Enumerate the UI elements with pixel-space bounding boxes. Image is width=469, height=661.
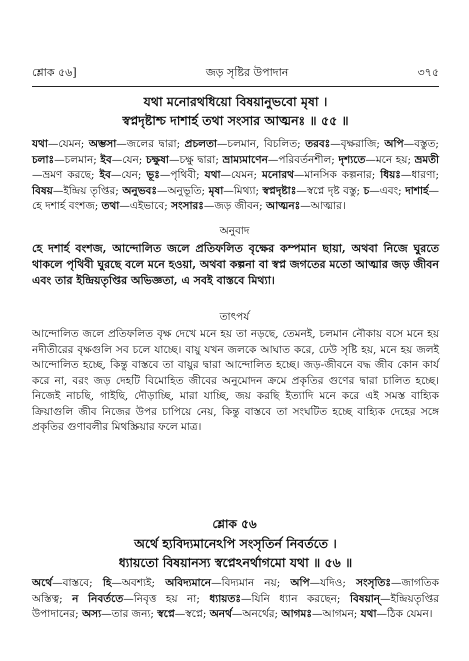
synonym-meaning: পরিবর্তনশীল; — [278, 153, 335, 166]
synonym-meaning: যেন; — [121, 169, 142, 181]
synonym-meaning: অনুভূতি; — [167, 184, 206, 197]
synonym-meaning: তার জন্য; — [111, 608, 154, 620]
synonym-meaning: পৃথিবী; — [170, 169, 200, 181]
synonym-meaning: মিথ্যা; — [233, 184, 260, 197]
purport-label: তাৎপর্য — [219, 311, 250, 323]
header-rule — [32, 86, 439, 87]
synonym-meaning: যেমন; — [231, 169, 257, 181]
verse-56 — [32, 534, 439, 572]
synonym-meaning: হে দশার্হ বংশজ; — [32, 200, 99, 212]
synonym-word: ধ্যায়তঃ — [209, 592, 241, 605]
synonym-meaning: নিবৃত্ত হয় না; — [133, 592, 200, 605]
synonym-word: যথা — [204, 169, 221, 181]
translation-label: অনুবাদ — [219, 225, 250, 237]
verse-55-line-1: যথা মনোরথধিয়ো বিষয়ানুভবো মৃষা । — [143, 94, 328, 109]
synonym-meaning: অবশ্যই; — [121, 577, 156, 589]
header-chapter-title: জড় সৃষ্টির উপাদান — [205, 65, 289, 79]
verse-56-line-1: অর্থে হ্যবিদ্যমানেঽপি সংসৃতির্ন নিবর্ততে । — [134, 536, 337, 551]
synonym-word: অম্ভসা — [88, 138, 117, 150]
synonym-meaning: স্বপ্নে দৃষ্ট বস্তু; — [306, 184, 361, 197]
synonym-word: যথা — [360, 608, 377, 620]
synonym-word: ইব — [100, 153, 112, 166]
synonym-word: অর্থে — [32, 577, 53, 589]
synonym-word: ন নিবর্ততে — [72, 592, 124, 605]
synonym-meaning: যেমন; — [58, 138, 85, 150]
synonym-word: ভ্রাম্যমাণেন — [222, 153, 268, 166]
shloka-56-heading: শ্লোক ৫৬ — [212, 517, 257, 531]
purport-paragraph: আন্দোলিত জলে প্রতিফলিত বৃক্ষ দেখে মনে হয় তা নড়ছে, তেমনই, চলমান নৌকায় বসে মনে হয় নদীতীরের বৃক্ষগুলি সব চলে যাচ্ছে। বায়ু যখন জলকে আঘাত করে, ঢেউ সৃষ্টি হয়, মনে হয় জলই আন্দোলিত হচ্ছে, কিন্তু বাস্তবে তা বায়ুর দ্বারা আন্দোলিত হচ্ছে। জড়-জীবনে বদ্ধ জীব কোন কার্য করে না, বরং জড় দেহটি বিমোহিত জীবের অনুমোদন ক্রমে প্রকৃতির গুণের দ্বারা চালিত হচ্ছে। নিজেই নাচছি, গাইছি, দৌড়াচ্ছি, মারা যাচ্ছি, জয় করছি ইত্যাদি মনে করে এই সমস্ত বাহ্যিক ক্রিয়াগুলি জীব নিজের উপর চাপিয়ে নেয়, কিন্তু বাস্তবে তা সংঘটিত হচ্ছে বাহ্যিক দেহের সঙ্গে প্রকৃতির গুণাবলীর মিথস্ক্রিয়ার ফলে মাত্র। — [32, 328, 439, 433]
purport-55 — [32, 327, 439, 436]
synonym-word: স্বপ্নদৃষ্টাঃ — [262, 184, 297, 197]
synonym-meaning: যেন; — [122, 153, 143, 166]
synonym-word: মনোরথ — [261, 169, 294, 181]
synonym-word: চক্ষুষা — [145, 153, 169, 166]
synonym-word: চ — [363, 184, 370, 197]
synonym-word: অস্য — [82, 608, 102, 620]
synonym-meaning: বস্তুত; — [414, 138, 439, 150]
synonym-meaning: জড় জীবন; — [214, 200, 263, 212]
synonym-word: প্রচলতা — [184, 138, 217, 150]
synonym-meaning: ইন্দ্রিয়তৃপ্তির উপাদানের; — [32, 592, 440, 620]
synonym-word: অনর্থ — [209, 608, 232, 620]
synonym-word: মৃষা — [208, 184, 224, 197]
synonym-meaning: মনে হয়; — [375, 153, 411, 166]
synonym-word: আত্মনঃ — [266, 200, 301, 212]
verse-55 — [32, 92, 439, 130]
synonym-word: অনুভবঃ — [122, 184, 157, 197]
synonym-meaning: ইন্দ্রিয় তৃপ্তির; — [63, 184, 119, 197]
synonym-meaning: এবং; — [379, 184, 402, 197]
synonym-meaning: বৃক্ষরাজি; — [340, 138, 380, 150]
synonym-word: অবিদ্যমানে — [165, 577, 212, 589]
synonym-meaning: ঠিক যেমন। — [387, 608, 433, 620]
synonym-word: হি — [102, 577, 112, 589]
synonym-word: বিষয় — [32, 184, 53, 197]
synonym-meaning: স্বপ্নে; — [185, 608, 207, 620]
synonym-word: আগমঃ — [281, 608, 312, 620]
synonym-meaning: চক্ষু দ্বারা; — [179, 153, 219, 166]
synonym-word: দাশার্হ — [405, 184, 429, 197]
synonym-word: ভূঃ — [146, 169, 160, 181]
synonym-meaning: মানসিক কল্পনার; — [304, 169, 376, 181]
synonym-word: অপি — [290, 577, 310, 589]
synonym-meaning: যিনি ধ্যান করছেন; — [251, 592, 341, 605]
synonym-word: সংসৃতিঃ — [356, 577, 391, 589]
synonym-meaning: আত্মার। — [310, 200, 346, 212]
synonym-meaning: জলের দ্বারা; — [126, 138, 181, 150]
synonym-meaning: যদিও; — [320, 577, 346, 589]
page-header — [32, 64, 439, 82]
synonym-word: ধিয়ঃ — [380, 169, 401, 181]
synonym-word: ভ্রমতী — [414, 153, 440, 166]
synonym-word: সংসারঃ — [171, 200, 204, 212]
synonyms-55: যথা—যেমন; অম্ভসা—জলের দ্বারা; প্রচলতা—চলমান, বিচলিত; তরবঃ—বৃক্ষরাজি; অপি—বস্তুত; চলাঃ—চলমান; ইব—যেন; চক্ষুষা—চক্ষু দ্বারা; ভ্রাম্যমাণেন—পরিবর্তনশীল; দৃশ্যতে—মনে হয়; ভ্রমতী—ভ্রমণ করছে; ইব—যেন; ভূঃ—পৃথিবী; যথা—যেমন; মনোরথ—মানসিক কল্পনার; ধিয়ঃ—ধারণা; বিষয়—ইন্দ্রিয় তৃপ্তির; অনুভবঃ—অনুভূতি; মৃষা—মিথ্যা; স্বপ্নদৃষ্টাঃ—স্বপ্নে দৃষ্ট বস্তু; চ—এবং; দাশার্হ—হে দশার্হ বংশজ; তথা—এইভাবে; সংসারঃ—জড় জীবন; আত্মনঃ—আত্মার। — [32, 138, 440, 212]
synonym-word: বিষয়ান্ — [349, 592, 381, 605]
synonym-word: চলাঃ — [32, 153, 55, 166]
synonym-meaning: বাস্তবে; — [62, 577, 93, 589]
synonym-meaning: আগমন; — [322, 608, 358, 620]
header-verse-ref: শ্লোক ৫৬] — [32, 65, 77, 79]
synonym-word: অপি — [384, 138, 404, 150]
synonym-meaning: চলমান; — [64, 153, 97, 166]
header-page-number: ৩৭৫ — [417, 65, 439, 79]
synonym-meaning: চলমান, বিচলিত; — [227, 138, 301, 150]
synonym-word: স্বপ্নে — [157, 608, 175, 620]
synonym-meaning: ধারণা; — [411, 169, 440, 181]
verse-55-line-2: স্বপ্নদৃষ্টাশ্চ দাশার্হ তথা সংসার আত্মনঃ ॥ ৫৫ ॥ — [122, 113, 349, 128]
synonym-meaning: ভ্রমণ করছে; — [42, 169, 95, 181]
synonym-word: ইব — [99, 169, 111, 181]
synonym-meaning: এইভাবে; — [129, 200, 168, 212]
synonym-word: তরবঃ — [305, 138, 331, 150]
synonym-word: যথা — [32, 138, 48, 150]
verse-56-line-2: ধ্যায়তো বিষয়ানস্য স্বপ্নেঽনর্থাগমো যথা ॥ ৫৬ ॥ — [118, 555, 353, 570]
translation-55: হে দশার্হ বংশজ, আন্দোলিত জলে প্রতিফলিত বৃক্ষের কম্পমান ছায়া, অথবা নিজে ঘুরতে থাকলে পৃথিবী ঘুরছে বলে মনে হওয়া, অথবা কল্পনা বা স্বপ্ন জগতের মতো আত্মার জড় জীবন এবং তার ইন্দ্রিয়তৃপ্তির অভিজ্ঞতা, এ সবই বাস্তবে মিথ্যা। — [32, 242, 439, 287]
synonyms-56: অর্থে—বাস্তবে; হি—অবশ্যই; অবিদ্যমানে—বিদ্যমান নয়; অপি—যদিও; সংসৃতিঃ—জাগতিক অস্তিত্ব; ন নিবর্ততে—নিবৃত্ত হয় না; ধ্যায়তঃ—যিনি ধ্যান করছেন; বিষয়ান্—ইন্দ্রিয়তৃপ্তির উপাদানের; অস্য—তার জন্য; স্বপ্নে—স্বপ্নে; অনর্থ—অনর্থের; আগমঃ—আগমন; যথা—ঠিক যেমন। — [32, 577, 440, 620]
synonym-word: তথা — [101, 200, 120, 212]
synonym-meaning: অনর্থের; — [242, 608, 279, 620]
synonym-meaning: জাগতিক অস্তিত্ব; — [32, 577, 440, 605]
synonym-word: দৃশ্যতে — [338, 153, 366, 166]
synonym-meaning: বিদ্যমান নয়; — [221, 577, 281, 589]
